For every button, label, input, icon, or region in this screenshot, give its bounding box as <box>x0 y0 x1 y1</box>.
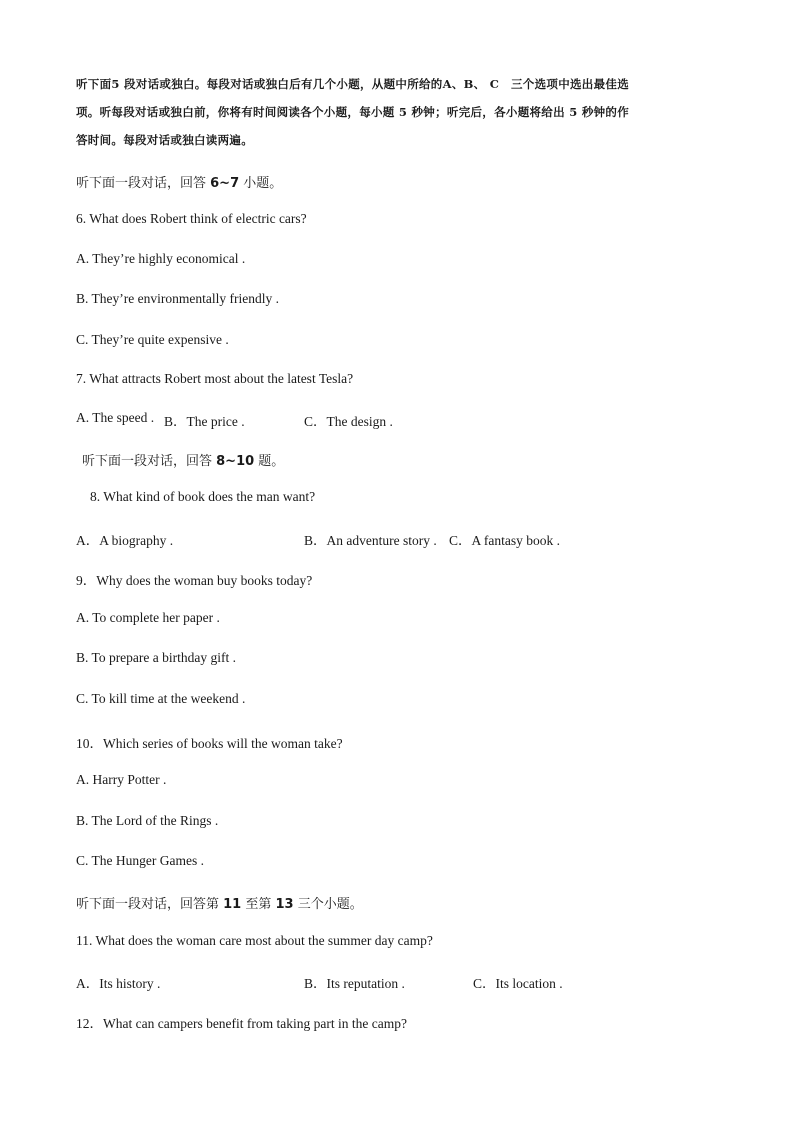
q8-option-a: A．A biography . <box>76 533 174 548</box>
q8-option-c: C．A fantasy book . <box>449 533 560 548</box>
section-heading-11-13 <box>76 893 363 912</box>
question-6: 6. What does Robert think of electric cars? <box>76 211 307 226</box>
question-12: 12．What can campers benefit from taking part in the camp? <box>76 1016 407 1031</box>
section-suffix: 小题。 <box>239 176 283 191</box>
question-7: 7. What attracts Robert most about the latest Tesla? <box>76 371 354 386</box>
question-11: 11. What does the woman care most about the summer day camp? <box>76 933 433 948</box>
section-prefix: 听下面一段对话，回答 <box>76 176 211 191</box>
q7-option-c: C．The design . <box>304 414 393 429</box>
q10-option-c: C. The Hunger Games . <box>76 853 204 868</box>
section-prefix: 听下面一段对话，回答第 <box>76 897 224 912</box>
q6-option-a: A. They’re highly economical . <box>76 251 246 266</box>
q9-option-a: A. To complete her paper . <box>76 610 220 625</box>
q8-option-b: B．An adventure story . <box>304 533 437 548</box>
q9-option-c: C. To kill time at the weekend . <box>76 691 246 706</box>
q11-option-c: C．Its location . <box>473 976 563 991</box>
question-8: 8. What kind of book does the man want? <box>90 489 316 504</box>
q7-option-a: A. The speed . <box>76 410 155 425</box>
section-mid: 至第 <box>241 897 276 912</box>
section-heading-8-10 <box>82 450 284 469</box>
q11-option-a: A．Its history . <box>76 976 161 991</box>
intro-line-2: 项。听每段对话或独白前，你将有时间阅读各个小题，每小题 5 秒钟；听完后，各小题将给出 5 秒钟的作 <box>76 105 630 119</box>
q6-option-b: B. They’re environmentally friendly . <box>76 291 279 306</box>
question-9: 9．Why does the woman buy books today? <box>76 573 313 588</box>
section-end-number: 13 <box>275 897 294 912</box>
section-range: 8~10 <box>216 454 255 469</box>
intro-line-3: 答时间。每段对话或独白读两遍。 <box>76 133 253 147</box>
q6-option-c: C. They’re quite expensive . <box>76 332 229 347</box>
section-start-number: 11 <box>223 897 242 912</box>
question-10: 10．Which series of books will the woman take? <box>76 736 343 751</box>
section-prefix: 听下面一段对话，回答 <box>82 454 217 469</box>
q10-option-a: A. Harry Potter . <box>76 772 167 787</box>
section-range: 6~7 <box>210 176 240 191</box>
q9-option-b: B. To prepare a birthday gift . <box>76 650 237 665</box>
q10-option-b: B. The Lord of the Rings . <box>76 813 219 828</box>
q7-option-b: B．The price . <box>164 414 245 429</box>
section-heading-6-7 <box>76 172 282 191</box>
intro-line-1: 听下面5 段对话或独白。每段对话或独白后有几个小题，从题中所给的A、B、 C 三个选项中选出最佳选 <box>76 77 629 91</box>
section-suffix: 三个小题。 <box>293 897 363 912</box>
q11-option-b: B．Its reputation . <box>304 976 405 991</box>
section-suffix: 题。 <box>254 454 285 469</box>
